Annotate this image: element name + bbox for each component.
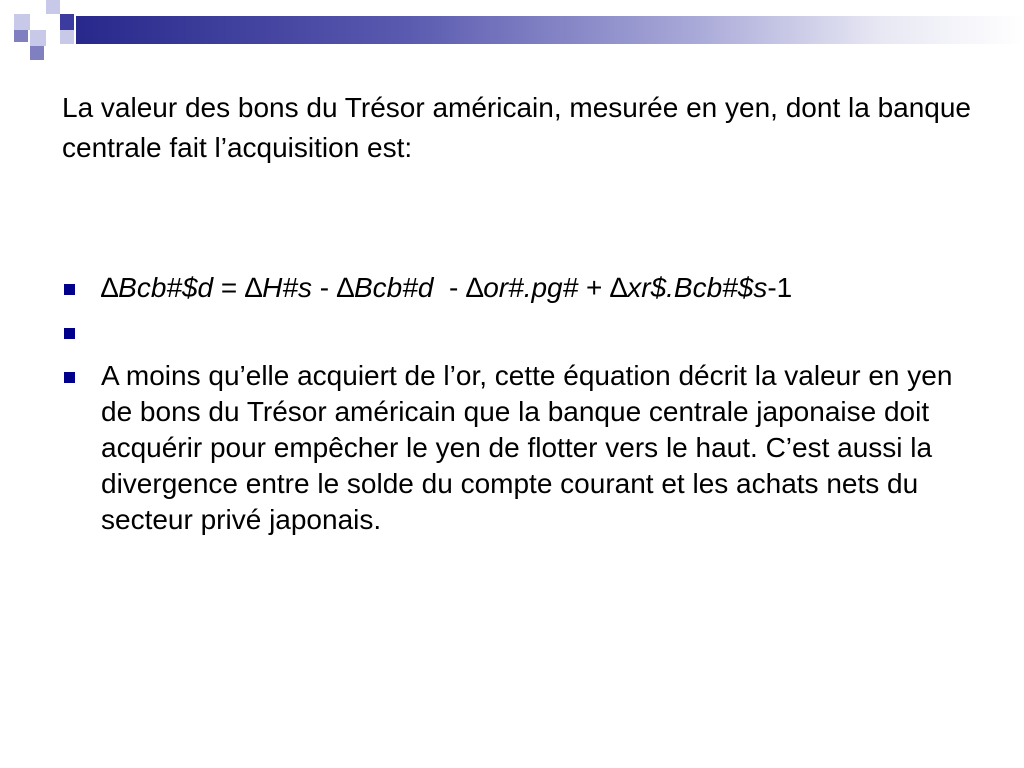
- equation: [101, 272, 792, 303]
- equation-term: Bcb#d: [354, 272, 434, 303]
- bullet-paragraph: [62, 358, 962, 538]
- equation-operator: +: [578, 272, 611, 303]
- equation-operator: -: [311, 272, 337, 303]
- decor-square: [30, 46, 44, 60]
- equation-term: H#s: [262, 272, 312, 303]
- decor-square: [14, 14, 30, 30]
- slide-title: La valeur des bons du Trésor américain, mesurée en yen, dont la banque centrale fait l’acquisition est:: [62, 92, 972, 163]
- decor-square: [0, 0, 14, 14]
- decor-square: [14, 30, 28, 42]
- equation-exponent: -1: [767, 272, 793, 303]
- decor-square: [46, 0, 60, 14]
- bullet-marker: [64, 372, 75, 383]
- paragraph-text: A moins qu’elle acquiert de l’or, cette équation décrit la valeur en yen de bons du Trésor américain que la banque centrale japonaise doit acquérir pour empêcher le yen de flotter vers le haut. C’est aussi la divergence entre le solde du compte courant et les achats nets du secteur privé japonais.: [101, 360, 953, 535]
- decor-square: [46, 14, 60, 30]
- equation-term: Bcb#$d: [118, 272, 214, 303]
- decor-square: [30, 30, 46, 46]
- bullet-marker: [64, 284, 75, 295]
- decor-square: [60, 30, 74, 44]
- delta-symbol: ∆: [466, 272, 484, 303]
- bullet-equation: [62, 270, 962, 306]
- equation-term: or#.pg#: [483, 272, 579, 303]
- header-gradient-band: [76, 16, 1024, 44]
- delta-symbol: ∆: [610, 272, 628, 303]
- equation-operator: -: [433, 272, 467, 303]
- decor-square: [60, 14, 74, 30]
- delta-symbol: ∆: [336, 272, 354, 303]
- bullet-empty: [62, 314, 962, 350]
- delta-symbol: ∆: [101, 272, 119, 303]
- bullet-list: [62, 270, 962, 546]
- equation-operator: =: [213, 272, 246, 303]
- equation-term: xr$.Bcb#$s: [627, 272, 768, 303]
- delta-symbol: ∆: [245, 272, 263, 303]
- bullet-marker: [64, 328, 75, 339]
